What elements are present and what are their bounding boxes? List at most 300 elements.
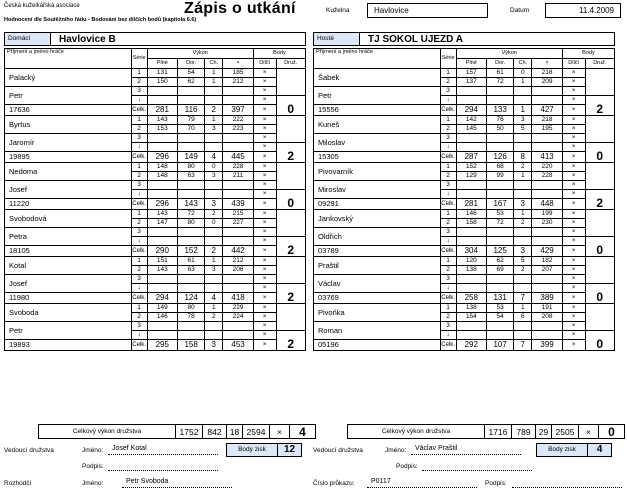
serie3-empty[interactable] — [456, 134, 487, 143]
player-firstname[interactable]: Josef — [5, 275, 132, 293]
serie4-empty[interactable] — [223, 237, 254, 246]
header-ch: Ch. — [205, 59, 223, 69]
serie2-ch[interactable]: 1 — [514, 78, 532, 87]
serie3-empty[interactable] — [223, 87, 254, 96]
serie2-ch[interactable]: 3 — [205, 172, 223, 181]
serie4-empty[interactable] — [514, 143, 532, 152]
player-points[interactable]: 2 — [585, 96, 614, 116]
serie1-ch[interactable]: 1 — [205, 257, 223, 266]
serie3-empty[interactable] — [487, 87, 514, 96]
dilci-x: × — [562, 219, 585, 228]
serie1-plne[interactable]: 142 — [456, 116, 487, 125]
serie2-ch[interactable]: 5 — [514, 125, 532, 134]
serie3-empty[interactable] — [178, 87, 205, 96]
player-surname[interactable]: Pivoňka — [314, 304, 441, 322]
away-leader-name-field[interactable]: Václav Praštil — [411, 445, 521, 455]
serie2-dor[interactable]: 54 — [487, 313, 514, 322]
serie2-sum[interactable]: 209 — [532, 78, 563, 87]
serie1-sum[interactable]: 191 — [532, 304, 563, 313]
serie-number: 1 — [131, 116, 147, 125]
player-firstname[interactable]: Petra — [5, 228, 132, 246]
player-points[interactable]: 0 — [585, 143, 614, 163]
player-reg[interactable]: 15305 — [314, 152, 441, 163]
serie2-plne[interactable]: 145 — [456, 125, 487, 134]
serie2-dor[interactable]: 78 — [178, 313, 205, 322]
serie1-ch[interactable]: 0 — [205, 163, 223, 172]
celk-label: Celk. — [440, 152, 456, 163]
serie4-empty[interactable] — [487, 190, 514, 199]
total-dor: 116 — [178, 105, 205, 116]
serie2-sum[interactable]: 208 — [532, 313, 563, 322]
serie4-empty[interactable] — [487, 331, 514, 340]
serie1-dor[interactable]: 72 — [178, 210, 205, 219]
dilci-x: × — [562, 284, 585, 293]
away-team-bar — [313, 32, 615, 46]
player-reg[interactable]: 11220 — [5, 199, 132, 210]
serie2-dor[interactable]: 69 — [487, 266, 514, 275]
serie1-dor[interactable]: 53 — [487, 210, 514, 219]
serie3-empty[interactable] — [178, 275, 205, 284]
dilci-x: × — [562, 228, 585, 237]
page-title: Zápis o utkání — [184, 0, 296, 17]
serie2-plne[interactable]: 158 — [456, 219, 487, 228]
serie3-empty[interactable] — [514, 87, 532, 96]
serie1-ch[interactable]: 1 — [205, 304, 223, 313]
total-plne: 290 — [147, 246, 178, 257]
serie2-sum[interactable]: 212 — [223, 78, 254, 87]
serie2-ch[interactable]: 0 — [205, 219, 223, 228]
serie2-sum[interactable]: 223 — [223, 125, 254, 134]
serie2-dor[interactable]: 72 — [487, 78, 514, 87]
serie2-plne[interactable]: 137 — [456, 78, 487, 87]
player-points[interactable]: 2 — [585, 190, 614, 210]
serie3-empty[interactable] — [223, 134, 254, 143]
serie4-empty[interactable] — [205, 190, 223, 199]
player-points[interactable]: 2 — [276, 331, 305, 351]
serie2-sum[interactable]: 224 — [223, 313, 254, 322]
kuzelna-field[interactable]: Havlovice — [367, 3, 488, 18]
serie4-empty[interactable] — [178, 284, 205, 293]
serie-number: 3 — [440, 181, 456, 190]
player-reg[interactable]: 03769 — [314, 293, 441, 304]
serie3-empty[interactable] — [532, 87, 563, 96]
serie-number: 3 — [440, 275, 456, 284]
player-reg[interactable]: 11980 — [5, 293, 132, 304]
referee-card-field[interactable]: P0117 — [367, 478, 477, 488]
home-leader-sign-field[interactable] — [108, 461, 218, 471]
date-field[interactable]: 11.4.2009 — [545, 3, 621, 18]
serie3-empty[interactable] — [205, 275, 223, 284]
serie3-empty[interactable] — [147, 228, 178, 237]
serie3-empty[interactable] — [147, 87, 178, 96]
dilci-x: × — [253, 87, 276, 96]
serie1-sum[interactable]: 218 — [532, 116, 563, 125]
serie3-empty[interactable] — [456, 275, 487, 284]
player-reg[interactable]: 18105 — [5, 246, 132, 257]
serie3-empty[interactable] — [147, 322, 178, 331]
serie1-ch[interactable]: 2 — [514, 163, 532, 172]
serie2-dor[interactable]: 70 — [178, 125, 205, 134]
serie-arrow: ↓ — [131, 96, 147, 105]
serie1-plne[interactable]: 152 — [456, 163, 487, 172]
serie1-ch[interactable]: 1 — [514, 304, 532, 313]
serie1-dor[interactable]: 79 — [178, 116, 205, 125]
total-sum: 445 — [223, 152, 254, 163]
serie2-ch[interactable]: 1 — [205, 78, 223, 87]
player-row — [5, 257, 306, 266]
away-team-name[interactable]: TJ SOKOL UJEZD A — [368, 33, 464, 45]
serie3-empty[interactable] — [456, 322, 487, 331]
serie4-empty[interactable] — [223, 331, 254, 340]
player-points[interactable]: 2 — [276, 284, 305, 304]
serie4-empty[interactable] — [514, 284, 532, 293]
serie4-empty[interactable] — [147, 331, 178, 340]
player-points[interactable]: 0 — [276, 190, 305, 210]
player-points[interactable]: 0 — [585, 237, 614, 257]
serie3-empty[interactable] — [147, 134, 178, 143]
player-surname[interactable]: Svobodová — [5, 210, 132, 228]
serie4-empty[interactable] — [205, 96, 223, 105]
serie4-empty[interactable] — [456, 331, 487, 340]
serie1-plne[interactable]: 149 — [147, 304, 178, 313]
serie3-empty[interactable] — [205, 322, 223, 331]
serie2-ch[interactable]: 2 — [205, 313, 223, 322]
serie4-empty[interactable] — [223, 143, 254, 152]
serie3-empty[interactable] — [514, 228, 532, 237]
total-dor: 126 — [487, 152, 514, 163]
serie3-empty[interactable] — [147, 275, 178, 284]
serie3-empty[interactable] — [487, 134, 514, 143]
serie4-empty[interactable] — [147, 143, 178, 152]
serie1-plne[interactable]: 138 — [456, 304, 487, 313]
serie3-empty[interactable] — [532, 275, 563, 284]
serie3-empty[interactable] — [178, 134, 205, 143]
serie2-plne[interactable]: 147 — [147, 219, 178, 228]
serie2-plne[interactable]: 150 — [147, 78, 178, 87]
serie3-empty[interactable] — [205, 181, 223, 190]
serie1-sum[interactable]: 182 — [532, 257, 563, 266]
serie2-dor[interactable]: 63 — [178, 266, 205, 275]
serie1-sum[interactable]: 199 — [532, 210, 563, 219]
serie3-empty[interactable] — [223, 275, 254, 284]
serie2-ch[interactable]: 6 — [514, 313, 532, 322]
serie-number: 2 — [131, 219, 147, 228]
player-surname[interactable]: Šabek — [314, 69, 441, 87]
serie3-empty[interactable] — [514, 322, 532, 331]
serie1-plne[interactable]: 148 — [147, 163, 178, 172]
player-row — [5, 210, 306, 219]
serie3-empty[interactable] — [205, 228, 223, 237]
player-surname[interactable]: Pivovarník — [314, 163, 441, 181]
serie2-sum[interactable]: 207 — [532, 266, 563, 275]
serie3-empty[interactable] — [487, 181, 514, 190]
serie3-empty[interactable] — [223, 322, 254, 331]
serie3-empty[interactable] — [223, 228, 254, 237]
player-reg[interactable]: 03789 — [314, 246, 441, 257]
serie1-sum[interactable]: 229 — [223, 304, 254, 313]
serie3-empty[interactable] — [456, 87, 487, 96]
dilci-x: × — [253, 340, 276, 351]
serie4-empty[interactable] — [223, 190, 254, 199]
player-points[interactable]: 0 — [585, 284, 614, 304]
player-row — [314, 210, 615, 219]
serie2-ch[interactable]: 3 — [205, 266, 223, 275]
player-reg[interactable]: 15556 — [314, 105, 441, 116]
serie4-empty[interactable] — [178, 143, 205, 152]
serie3-empty[interactable] — [487, 228, 514, 237]
druz-blank — [276, 163, 305, 190]
player-surname[interactable]: Byrtus — [5, 116, 132, 134]
serie2-dor[interactable]: 63 — [178, 172, 205, 181]
player-surname[interactable]: Nedoma — [5, 163, 132, 181]
serie1-dor[interactable]: 62 — [487, 257, 514, 266]
serie-number: 3 — [440, 87, 456, 96]
serie4-empty[interactable] — [532, 237, 563, 246]
serie1-ch[interactable]: 5 — [514, 257, 532, 266]
serie4-empty[interactable] — [147, 237, 178, 246]
serie2-sum[interactable]: 227 — [223, 219, 254, 228]
serie2-sum[interactable]: 230 — [532, 219, 563, 228]
total-ch: 7 — [514, 293, 532, 304]
player-firstname[interactable]: Jaromír — [5, 134, 132, 152]
serie4-empty[interactable] — [532, 331, 563, 340]
player-points[interactable]: 2 — [276, 143, 305, 163]
serie4-empty[interactable] — [532, 96, 563, 105]
serie4-empty[interactable] — [178, 190, 205, 199]
player-firstname[interactable]: Petr — [5, 87, 132, 105]
serie4-empty[interactable] — [487, 143, 514, 152]
serie4-empty[interactable] — [532, 143, 563, 152]
serie-number: 2 — [131, 78, 147, 87]
serie1-ch[interactable]: 1 — [205, 116, 223, 125]
serie4-empty[interactable] — [532, 190, 563, 199]
serie2-sum[interactable]: 228 — [532, 172, 563, 181]
serie3-empty[interactable] — [205, 134, 223, 143]
serie3-empty[interactable] — [532, 322, 563, 331]
serie3-empty[interactable] — [514, 275, 532, 284]
serie-number: 3 — [131, 322, 147, 331]
player-surname[interactable]: Kotal — [5, 257, 132, 275]
serie-number: 2 — [440, 172, 456, 181]
serie4-empty[interactable] — [456, 237, 487, 246]
home-team-name[interactable]: Havlovice B — [59, 33, 116, 45]
player-firstname[interactable]: Roman — [314, 322, 441, 340]
serie4-empty[interactable] — [456, 96, 487, 105]
serie2-sum[interactable]: 195 — [532, 125, 563, 134]
serie3-empty[interactable] — [487, 322, 514, 331]
player-points[interactable]: 0 — [276, 96, 305, 116]
serie1-sum[interactable]: 220 — [532, 163, 563, 172]
serie2-plne[interactable]: 154 — [456, 313, 487, 322]
serie2-sum[interactable]: 211 — [223, 172, 254, 181]
serie2-plne[interactable]: 146 — [147, 313, 178, 322]
serie3-empty[interactable] — [205, 87, 223, 96]
total-ch: 3 — [205, 199, 223, 210]
header-vykon: Výkon — [456, 49, 562, 59]
player-firstname[interactable]: Václav — [314, 275, 441, 293]
serie3-empty[interactable] — [532, 134, 563, 143]
serie2-dor[interactable]: 80 — [178, 219, 205, 228]
serie1-ch[interactable]: 2 — [205, 210, 223, 219]
serie4-empty[interactable] — [178, 96, 205, 105]
serie4-empty[interactable] — [456, 190, 487, 199]
home-leader-name-field[interactable]: Josef Kotal — [108, 445, 218, 455]
serie3-empty[interactable] — [532, 181, 563, 190]
serie3-empty[interactable] — [456, 228, 487, 237]
serie4-empty[interactable] — [456, 284, 487, 293]
player-reg[interactable]: 09291 — [314, 199, 441, 210]
serie2-plne[interactable]: 143 — [147, 266, 178, 275]
druz-blank — [585, 116, 614, 143]
dilci-x: × — [253, 293, 276, 304]
referee-name-field[interactable]: Petr Svoboda — [122, 478, 232, 488]
player-surname[interactable]: Palacký — [5, 69, 132, 87]
serie1-sum[interactable]: 222 — [223, 116, 254, 125]
serie-arrow: ↓ — [440, 284, 456, 293]
serie1-plne[interactable]: 120 — [456, 257, 487, 266]
player-surname[interactable]: Svoboda — [5, 304, 132, 322]
serie3-empty[interactable] — [147, 181, 178, 190]
player-firstname[interactable]: Miroslav — [314, 181, 441, 199]
serie3-empty[interactable] — [514, 181, 532, 190]
serie3-empty[interactable] — [532, 228, 563, 237]
serie-number: 2 — [440, 266, 456, 275]
serie2-dor[interactable]: 62 — [178, 78, 205, 87]
dilci-x: × — [562, 237, 585, 246]
total-sum: 413 — [532, 152, 563, 163]
serie4-empty[interactable] — [205, 284, 223, 293]
serie4-empty[interactable] — [147, 284, 178, 293]
serie1-dor[interactable]: 80 — [178, 304, 205, 313]
player-reg[interactable]: 17636 — [5, 105, 132, 116]
away-total-ch: 29 — [536, 424, 552, 439]
serie1-dor[interactable]: 76 — [487, 116, 514, 125]
player-points[interactable]: 0 — [585, 331, 614, 351]
serie1-plne[interactable]: 146 — [456, 210, 487, 219]
serie4-empty[interactable] — [178, 237, 205, 246]
serie2-ch[interactable]: 1 — [514, 172, 532, 181]
player-reg[interactable]: 19893 — [5, 340, 132, 351]
player-points[interactable]: 2 — [276, 237, 305, 257]
serie3-empty[interactable] — [178, 181, 205, 190]
serie1-plne[interactable]: 131 — [147, 69, 178, 78]
away-body-zisk-value: 4 — [588, 443, 612, 457]
referee-sign-label: Podpis: — [485, 480, 507, 487]
serie4-empty[interactable] — [223, 96, 254, 105]
serie4-empty[interactable] — [456, 143, 487, 152]
serie4-empty[interactable] — [532, 284, 563, 293]
serie4-empty[interactable] — [205, 331, 223, 340]
dilci-x: × — [253, 116, 276, 125]
player-firstname[interactable]: Petr — [5, 322, 132, 340]
serie1-dor[interactable]: 68 — [487, 163, 514, 172]
serie1-sum[interactable]: 228 — [223, 163, 254, 172]
referee-card-label: Číslo průkazu: — [313, 480, 355, 487]
serie3-empty[interactable] — [487, 275, 514, 284]
player-surname[interactable]: Praštil — [314, 257, 441, 275]
referee-sign-field[interactable] — [512, 478, 622, 488]
serie1-sum[interactable]: 185 — [223, 69, 254, 78]
serie4-empty[interactable] — [514, 331, 532, 340]
player-surname[interactable]: Kuneš — [314, 116, 441, 134]
serie2-plne[interactable]: 129 — [456, 172, 487, 181]
serie-arrow: ↓ — [131, 331, 147, 340]
serie4-empty[interactable] — [487, 284, 514, 293]
serie4-empty[interactable] — [205, 237, 223, 246]
serie1-ch[interactable]: 3 — [514, 116, 532, 125]
serie1-plne[interactable]: 157 — [456, 69, 487, 78]
home-body-zisk-value: 12 — [278, 443, 302, 457]
serie4-empty[interactable] — [205, 143, 223, 152]
serie1-ch[interactable]: 0 — [514, 69, 532, 78]
serie4-empty[interactable] — [147, 96, 178, 105]
player-row — [314, 304, 615, 313]
serie2-dor[interactable]: 50 — [487, 125, 514, 134]
total-sum: 418 — [223, 293, 254, 304]
player-reg[interactable]: 05196 — [314, 340, 441, 351]
serie1-dor[interactable]: 61 — [487, 69, 514, 78]
serie4-empty[interactable] — [487, 237, 514, 246]
player-firstname[interactable]: Oldřich — [314, 228, 441, 246]
player-firstname[interactable]: Miloslav — [314, 134, 441, 152]
serie2-ch[interactable]: 2 — [514, 266, 532, 275]
player-firstname[interactable]: Josef — [5, 181, 132, 199]
serie1-ch[interactable]: 1 — [205, 69, 223, 78]
serie2-dor[interactable]: 99 — [487, 172, 514, 181]
serie2-ch[interactable]: 3 — [205, 125, 223, 134]
serie2-sum[interactable]: 206 — [223, 266, 254, 275]
header-name-reg: Příjmení a jméno hráče — [5, 49, 132, 69]
serie3-empty[interactable] — [456, 181, 487, 190]
serie1-sum[interactable]: 218 — [532, 69, 563, 78]
serie1-plne[interactable]: 151 — [147, 257, 178, 266]
home-total-x: × — [270, 424, 290, 439]
serie2-plne[interactable]: 153 — [147, 125, 178, 134]
serie3-empty[interactable] — [178, 228, 205, 237]
dilci-x: × — [253, 125, 276, 134]
serie3-empty[interactable] — [178, 322, 205, 331]
player-reg[interactable]: 19895 — [5, 152, 132, 163]
serie1-dor[interactable]: 61 — [178, 257, 205, 266]
serie3-empty[interactable] — [223, 181, 254, 190]
serie4-empty[interactable] — [514, 237, 532, 246]
serie1-dor[interactable]: 54 — [178, 69, 205, 78]
serie4-empty[interactable] — [223, 284, 254, 293]
serie1-sum[interactable]: 212 — [223, 257, 254, 266]
serie1-dor[interactable]: 80 — [178, 163, 205, 172]
druz-blank — [276, 210, 305, 237]
serie4-empty[interactable] — [178, 331, 205, 340]
player-firstname[interactable]: Petr — [314, 87, 441, 105]
serie4-empty[interactable] — [514, 96, 532, 105]
serie4-empty[interactable] — [147, 190, 178, 199]
serie4-empty[interactable] — [514, 190, 532, 199]
serie1-dor[interactable]: 53 — [487, 304, 514, 313]
serie4-empty[interactable] — [487, 96, 514, 105]
serie2-dor[interactable]: 72 — [487, 219, 514, 228]
serie1-sum[interactable]: 215 — [223, 210, 254, 219]
serie1-ch[interactable]: 1 — [514, 210, 532, 219]
serie1-plne[interactable]: 143 — [147, 210, 178, 219]
serie2-plne[interactable]: 148 — [147, 172, 178, 181]
player-surname[interactable]: Jankovský — [314, 210, 441, 228]
serie2-plne[interactable]: 138 — [456, 266, 487, 275]
serie1-plne[interactable]: 143 — [147, 116, 178, 125]
away-leader-sign-field[interactable] — [422, 461, 532, 471]
serie-number: 1 — [440, 304, 456, 313]
serie3-empty[interactable] — [514, 134, 532, 143]
serie2-ch[interactable]: 2 — [514, 219, 532, 228]
